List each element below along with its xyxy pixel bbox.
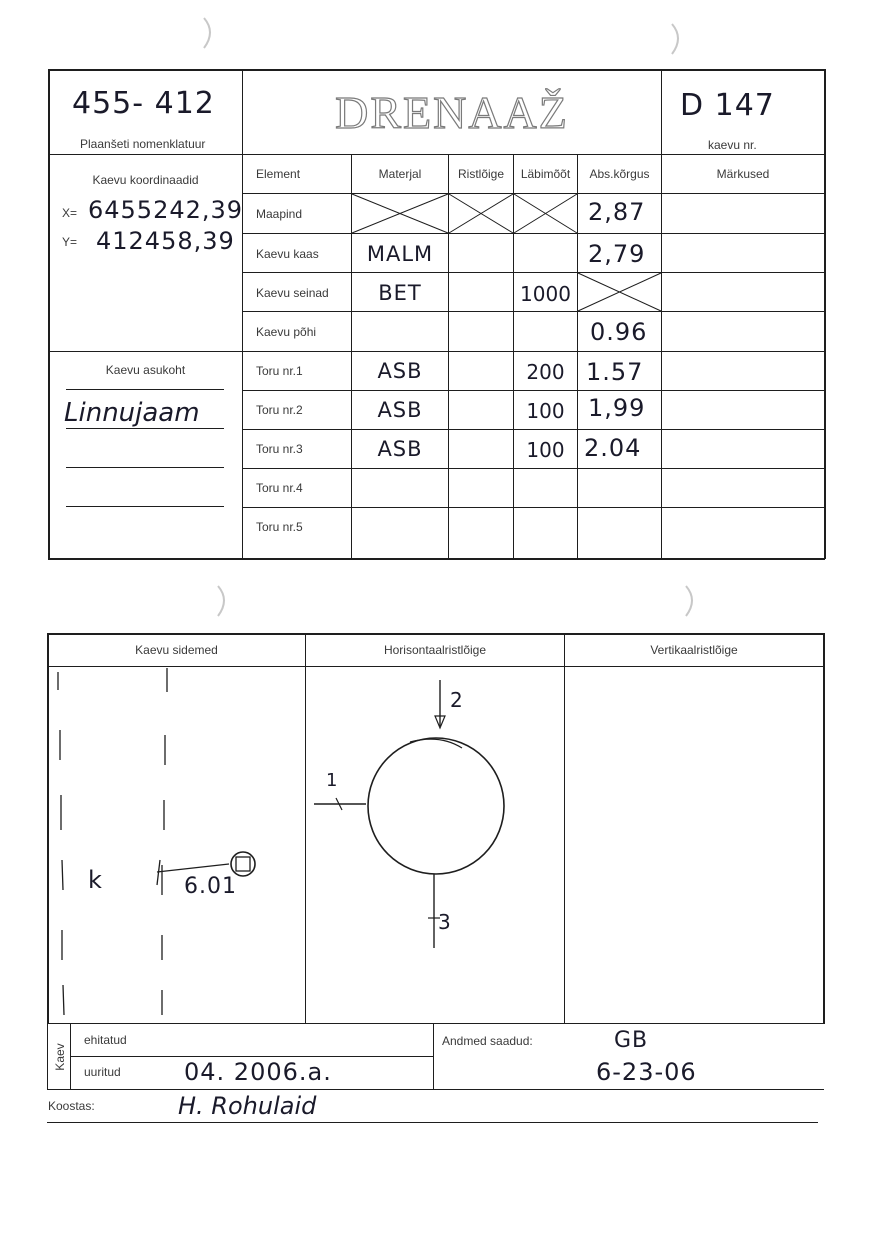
table-cell-material: ASB	[377, 398, 423, 422]
nomenclature-value: 455- 412	[72, 86, 215, 121]
table-cell-diameter: 1000	[520, 282, 571, 306]
table-cell-material: BET	[378, 281, 422, 305]
table-row-element: Kaevu kaas	[256, 247, 319, 261]
header-diameter: Läbimõõt	[520, 167, 571, 181]
compiled-by-signature: H. Rohulaid	[178, 1092, 317, 1120]
data-received-label: Andmed saadud:	[442, 1034, 533, 1048]
sketch-distance-label: 6.01	[184, 874, 237, 899]
footer-vertical-label: Kaev	[53, 1043, 67, 1071]
y-coordinate-value: 412458,39	[96, 227, 235, 255]
table-cell-material: ASB	[377, 437, 423, 461]
table-row-element: Kaevu seinad	[256, 286, 329, 300]
header-abs-height: Abs.kõrgus	[589, 167, 650, 181]
table-row-element: Kaevu põhi	[256, 325, 317, 339]
pipe-label-1: 1	[326, 770, 339, 791]
table-cell-abs-height: 2.04	[584, 434, 642, 462]
data-received-date: 6-23-06	[596, 1058, 697, 1086]
table-row-element: Toru nr.5	[256, 520, 303, 534]
table-row-element: Toru nr.4	[256, 481, 303, 495]
header-remarks: Märkused	[716, 167, 770, 181]
y-prefix: Y=	[62, 235, 78, 249]
table-cell-diameter: 100	[526, 438, 565, 462]
well-number-label: kaevu nr.	[708, 138, 757, 152]
table-row-element: Toru nr.2	[256, 403, 303, 417]
table-cell-diameter: 200	[526, 360, 565, 384]
table-cell-abs-height: 1.57	[586, 358, 644, 386]
header-cross-section: Ristlõige	[457, 167, 505, 181]
footer-surveyed-date: 04. 2006.a.	[184, 1058, 332, 1086]
table-cell-material: MALM	[366, 242, 434, 266]
lower-col1-title: Kaevu sidemed	[135, 643, 218, 657]
form-title: DRENAAŽ	[335, 87, 569, 138]
well-number-value: D 147	[680, 88, 775, 123]
footer-built-label: ehitatud	[84, 1033, 127, 1047]
table-cell-diameter: 100	[526, 399, 565, 423]
location-label: Kaevu asukoht	[105, 363, 186, 377]
table-cell-abs-height: 2,79	[588, 240, 646, 268]
nomenclature-label: Plaanšeti nomenklatuur	[80, 137, 206, 151]
pipe-label-2: 2	[450, 688, 464, 712]
coordinates-label: Kaevu koordinaadid	[92, 173, 199, 187]
compiled-by-label: Koostas:	[48, 1099, 95, 1113]
table-cell-abs-height: 2,87	[588, 198, 646, 226]
header-material: Materjal	[378, 167, 422, 181]
lower-col2-title: Horisontaalristlõige	[383, 643, 487, 657]
data-received-initials: GB	[614, 1028, 649, 1053]
sketch-letter-mark: k	[88, 866, 103, 894]
table-row-element: Toru nr.1	[256, 364, 303, 378]
table-cell-abs-height: 1,99	[588, 394, 646, 422]
lower-col3-title: Vertikaalristlõige	[650, 643, 738, 657]
x-prefix: X=	[62, 206, 78, 220]
table-row-element: Toru nr.3	[256, 442, 303, 456]
pipe-label-3: 3	[438, 910, 452, 934]
location-value: Linnujaam	[64, 398, 200, 428]
footer-surveyed-label: uuritud	[84, 1065, 121, 1079]
table-cell-abs-height: 0.96	[590, 318, 648, 346]
table-row-element: Maapind	[256, 207, 303, 221]
x-coordinate-value: 6455242,39	[88, 196, 244, 224]
table-cell-material: ASB	[377, 359, 423, 383]
header-element: Element	[256, 167, 301, 181]
